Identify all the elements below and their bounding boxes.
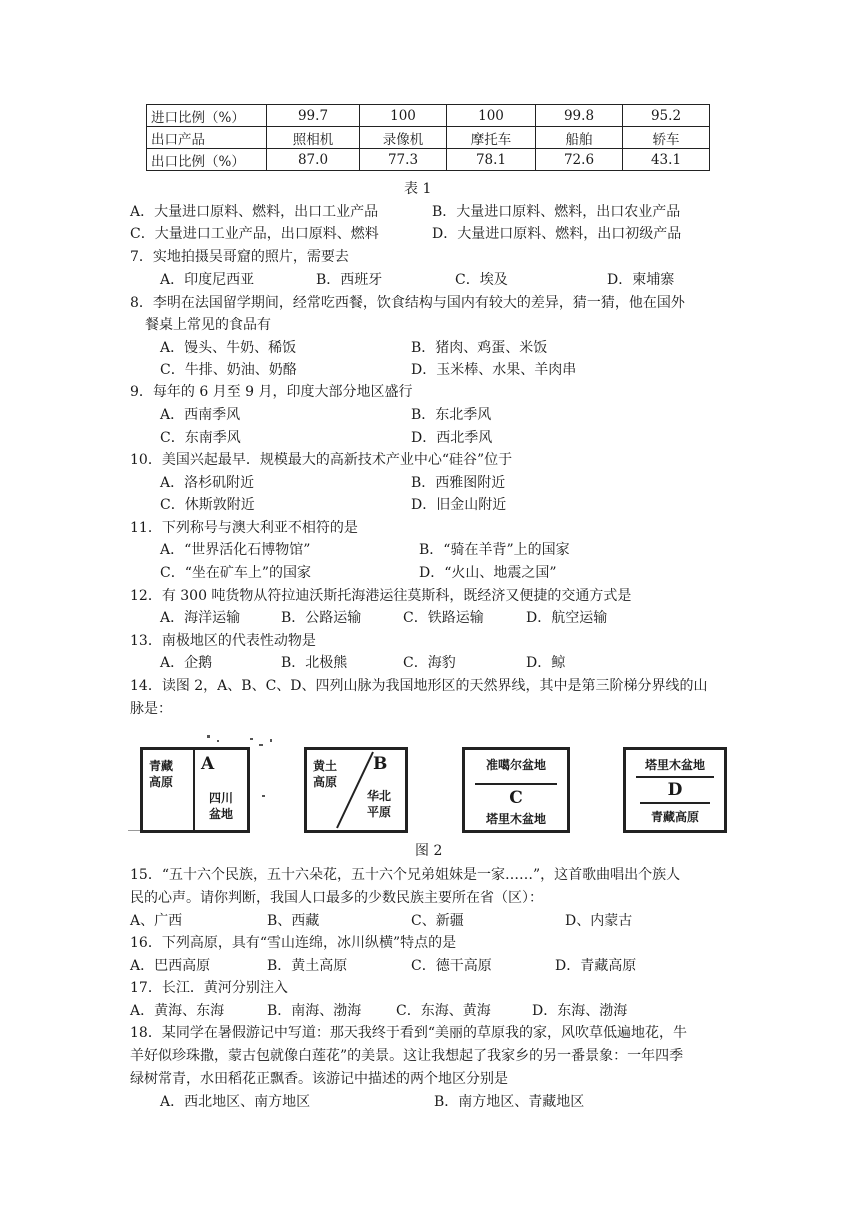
option-a: A．印度尼西亚	[160, 272, 255, 288]
mountain-boundary-c	[475, 783, 557, 785]
box-a-right-label: 四川盆地	[209, 791, 234, 821]
box-d-top-label: 塔里木盆地	[644, 758, 705, 772]
option-a: A．黄海、东海	[130, 1003, 225, 1019]
option-a: A．馒头、牛奶、稀饭	[160, 340, 297, 356]
table-cell: 照相机	[267, 127, 360, 149]
figure-caption: 图 2	[415, 843, 443, 859]
question-stem: 8．李明在法国留学期间，经常吃西餐，饮食结构与国内有较大的差异，猜一猜，他在国外	[130, 295, 685, 311]
box-c-bottom-label: 塔里木盆地	[485, 812, 546, 826]
box-b-left-label: 黄土高原	[313, 759, 338, 789]
option-d: D．西北季风	[411, 430, 493, 446]
question-stem: 9．每年的 6 月至 9 月，印度大部分地区盛行	[130, 384, 413, 400]
question-stem-continued: 脉是：	[130, 701, 172, 717]
option-c: C．埃及	[455, 272, 508, 288]
scan-speck	[207, 735, 210, 738]
option-b: B．东北季风	[411, 407, 492, 423]
question-stem-continued: 羊好似珍珠撒，蒙古包就像白莲花”的美景。这让我想起了我家乡的另一番景象：一年四季	[130, 1048, 684, 1064]
question-stem: 18．某同学在暑假游记中写道：那天我终于看到“美丽的草原我的家，风吹草低遍地花，牛	[130, 1025, 687, 1041]
scan-speck	[250, 738, 253, 740]
option-b: B．公路运输	[281, 610, 362, 626]
option-d: D．旧金山附近	[411, 497, 507, 513]
option-a: A．洛杉矶附近	[160, 475, 255, 491]
question-stem: 12．有 300 吨货物从符拉迪沃斯托海港运往莫斯科，既经济又便捷的交通方式是	[130, 588, 632, 604]
figure-box-c	[462, 747, 570, 833]
option-d: D．鲸	[526, 655, 566, 671]
figure-box-d	[623, 747, 727, 833]
table-cell: 出口产品	[147, 127, 267, 149]
box-b-right-label: 华北平原	[367, 789, 392, 819]
box-c-top-label: 准噶尔盆地	[485, 758, 546, 772]
table-cell: 99.8	[536, 105, 623, 127]
question-stem-continued: 民的心声。请你判断，我国人口最多的少数民族主要所在省（区）：	[130, 890, 543, 906]
option-b: B．南方地区、青藏地区	[434, 1094, 585, 1110]
table-row	[147, 105, 710, 127]
option-d: D．青藏高原	[555, 958, 637, 974]
question-stem: 14．读图 2，A、B、C、D、四列山脉为我国地形区的天然界线，其中是第三阶梯分界线的山	[130, 678, 708, 694]
option-c: C．大量进口工业产品，出口原料、燃料	[130, 226, 379, 242]
table-cell: 99.7	[267, 105, 360, 127]
question-stem: 17．长江．黄河分别注入	[130, 980, 288, 996]
option-b: B．南海、渤海	[267, 1003, 362, 1019]
table-cell: 录像机	[360, 127, 447, 149]
question-stem: 15．“五十六个民族，五十六朵花，五十六个兄弟姐妹是一家……”，这首歌曲唱出个族人	[130, 867, 681, 883]
option-c: C．海豹	[403, 655, 456, 671]
table-row	[147, 127, 710, 149]
scan-speck	[259, 744, 263, 746]
question-stem-continued: 餐桌上常见的食品有	[145, 317, 271, 333]
table-cell: 78.1	[447, 149, 536, 171]
option-b: B、西藏	[267, 913, 320, 929]
option-b: B．“骑在羊背”上的国家	[419, 542, 570, 558]
table-cell: 87.0	[267, 149, 360, 171]
table-cell: 72.6	[536, 149, 623, 171]
table-cell: 轿车	[623, 127, 710, 149]
option-c: C．“坐在矿车上”的国家	[160, 565, 312, 581]
option-d: D．航空运输	[526, 610, 608, 626]
option-c: C．德干高原	[411, 958, 492, 974]
option-b: B．西班牙	[316, 272, 383, 288]
box-b-letter: B	[373, 754, 388, 774]
option-b: B．猪肉、鸡蛋、米饭	[411, 340, 548, 356]
question-stem: 13．南极地区的代表性动物是	[130, 633, 316, 649]
option-d: D．大量进口原料、燃料，出口初级产品	[432, 226, 682, 242]
figure-box-a	[140, 747, 250, 833]
option-c: C．牛排、奶油、奶酪	[160, 362, 297, 378]
table-cell: 100	[360, 105, 447, 127]
figure-box-b	[304, 747, 408, 833]
table-cell: 43.1	[623, 149, 710, 171]
option-b: B．北极熊	[281, 655, 348, 671]
option-b: B．大量进口原料、燃料，出口农业产品	[432, 204, 681, 220]
option-a: A．“世界活化石博物馆”	[160, 542, 311, 558]
mountain-boundary-d	[636, 776, 714, 778]
table-cell: 77.3	[360, 149, 447, 171]
mountain-boundary-a	[193, 750, 195, 830]
option-a: A．西南季风	[160, 407, 241, 423]
option-d: D．柬埔寨	[607, 272, 675, 288]
box-d-divider	[640, 802, 710, 804]
option-c: C．东南季风	[160, 430, 241, 446]
option-d: D．东海、渤海	[532, 1003, 628, 1019]
box-d-bottom-label: 青藏高原	[650, 810, 699, 824]
box-c-letter: C	[509, 788, 523, 808]
table-cell: 船舶	[536, 127, 623, 149]
question-stem: 16．下列高原，具有“雪山连绵，冰川纵横”特点的是	[130, 935, 457, 951]
option-c: C．休斯敦附近	[160, 497, 255, 513]
table-cell: 100	[447, 105, 536, 127]
option-c: C、新疆	[411, 913, 464, 929]
option-c: C．东海、黄海	[396, 1003, 491, 1019]
option-d: D．“火山、地震之国”	[419, 565, 557, 581]
question-stem: 7．实地拍摄吴哥窟的照片，需要去	[130, 249, 349, 265]
option-a: A．巴西高原	[130, 958, 211, 974]
table-1	[146, 104, 710, 171]
scan-speck	[262, 795, 265, 797]
table-cell: 出口比例（%）	[147, 149, 267, 171]
table-cell: 进口比例（%）	[147, 105, 267, 127]
table-row	[147, 149, 710, 171]
option-a: A．西北地区、南方地区	[160, 1094, 311, 1110]
question-stem: 11．下列称号与澳大利亚不相符的是	[130, 520, 358, 536]
table-caption: 表 1	[404, 181, 432, 197]
option-a: A．海洋运输	[160, 610, 241, 626]
box-a-left-label: 青藏高原	[149, 759, 174, 789]
table-cell: 95.2	[623, 105, 710, 127]
option-a: A、广西	[130, 913, 183, 929]
option-a: A．大量进口原料、燃料，出口工业产品	[130, 204, 379, 220]
option-d: D．玉米棒、水果、羊肉串	[411, 362, 577, 378]
option-b: B．黄土高原	[267, 958, 348, 974]
question-stem-continued: 绿树常青，水田稻花正飘香。该游记中描述的两个地区分别是	[130, 1071, 508, 1087]
scan-speck	[270, 739, 272, 742]
scan-speck	[217, 740, 219, 742]
option-b: B．西雅图附近	[411, 475, 506, 491]
box-a-letter: A	[201, 754, 215, 774]
option-d: D、内蒙古	[565, 913, 633, 929]
option-a: A．企鹅	[160, 655, 213, 671]
option-c: C．铁路运输	[403, 610, 484, 626]
table-cell: 摩托车	[447, 127, 536, 149]
box-d-letter: D	[667, 780, 683, 800]
question-stem: 10．美国兴起最早．规模最大的高新技术产业中心“硅谷”位于	[130, 452, 513, 468]
